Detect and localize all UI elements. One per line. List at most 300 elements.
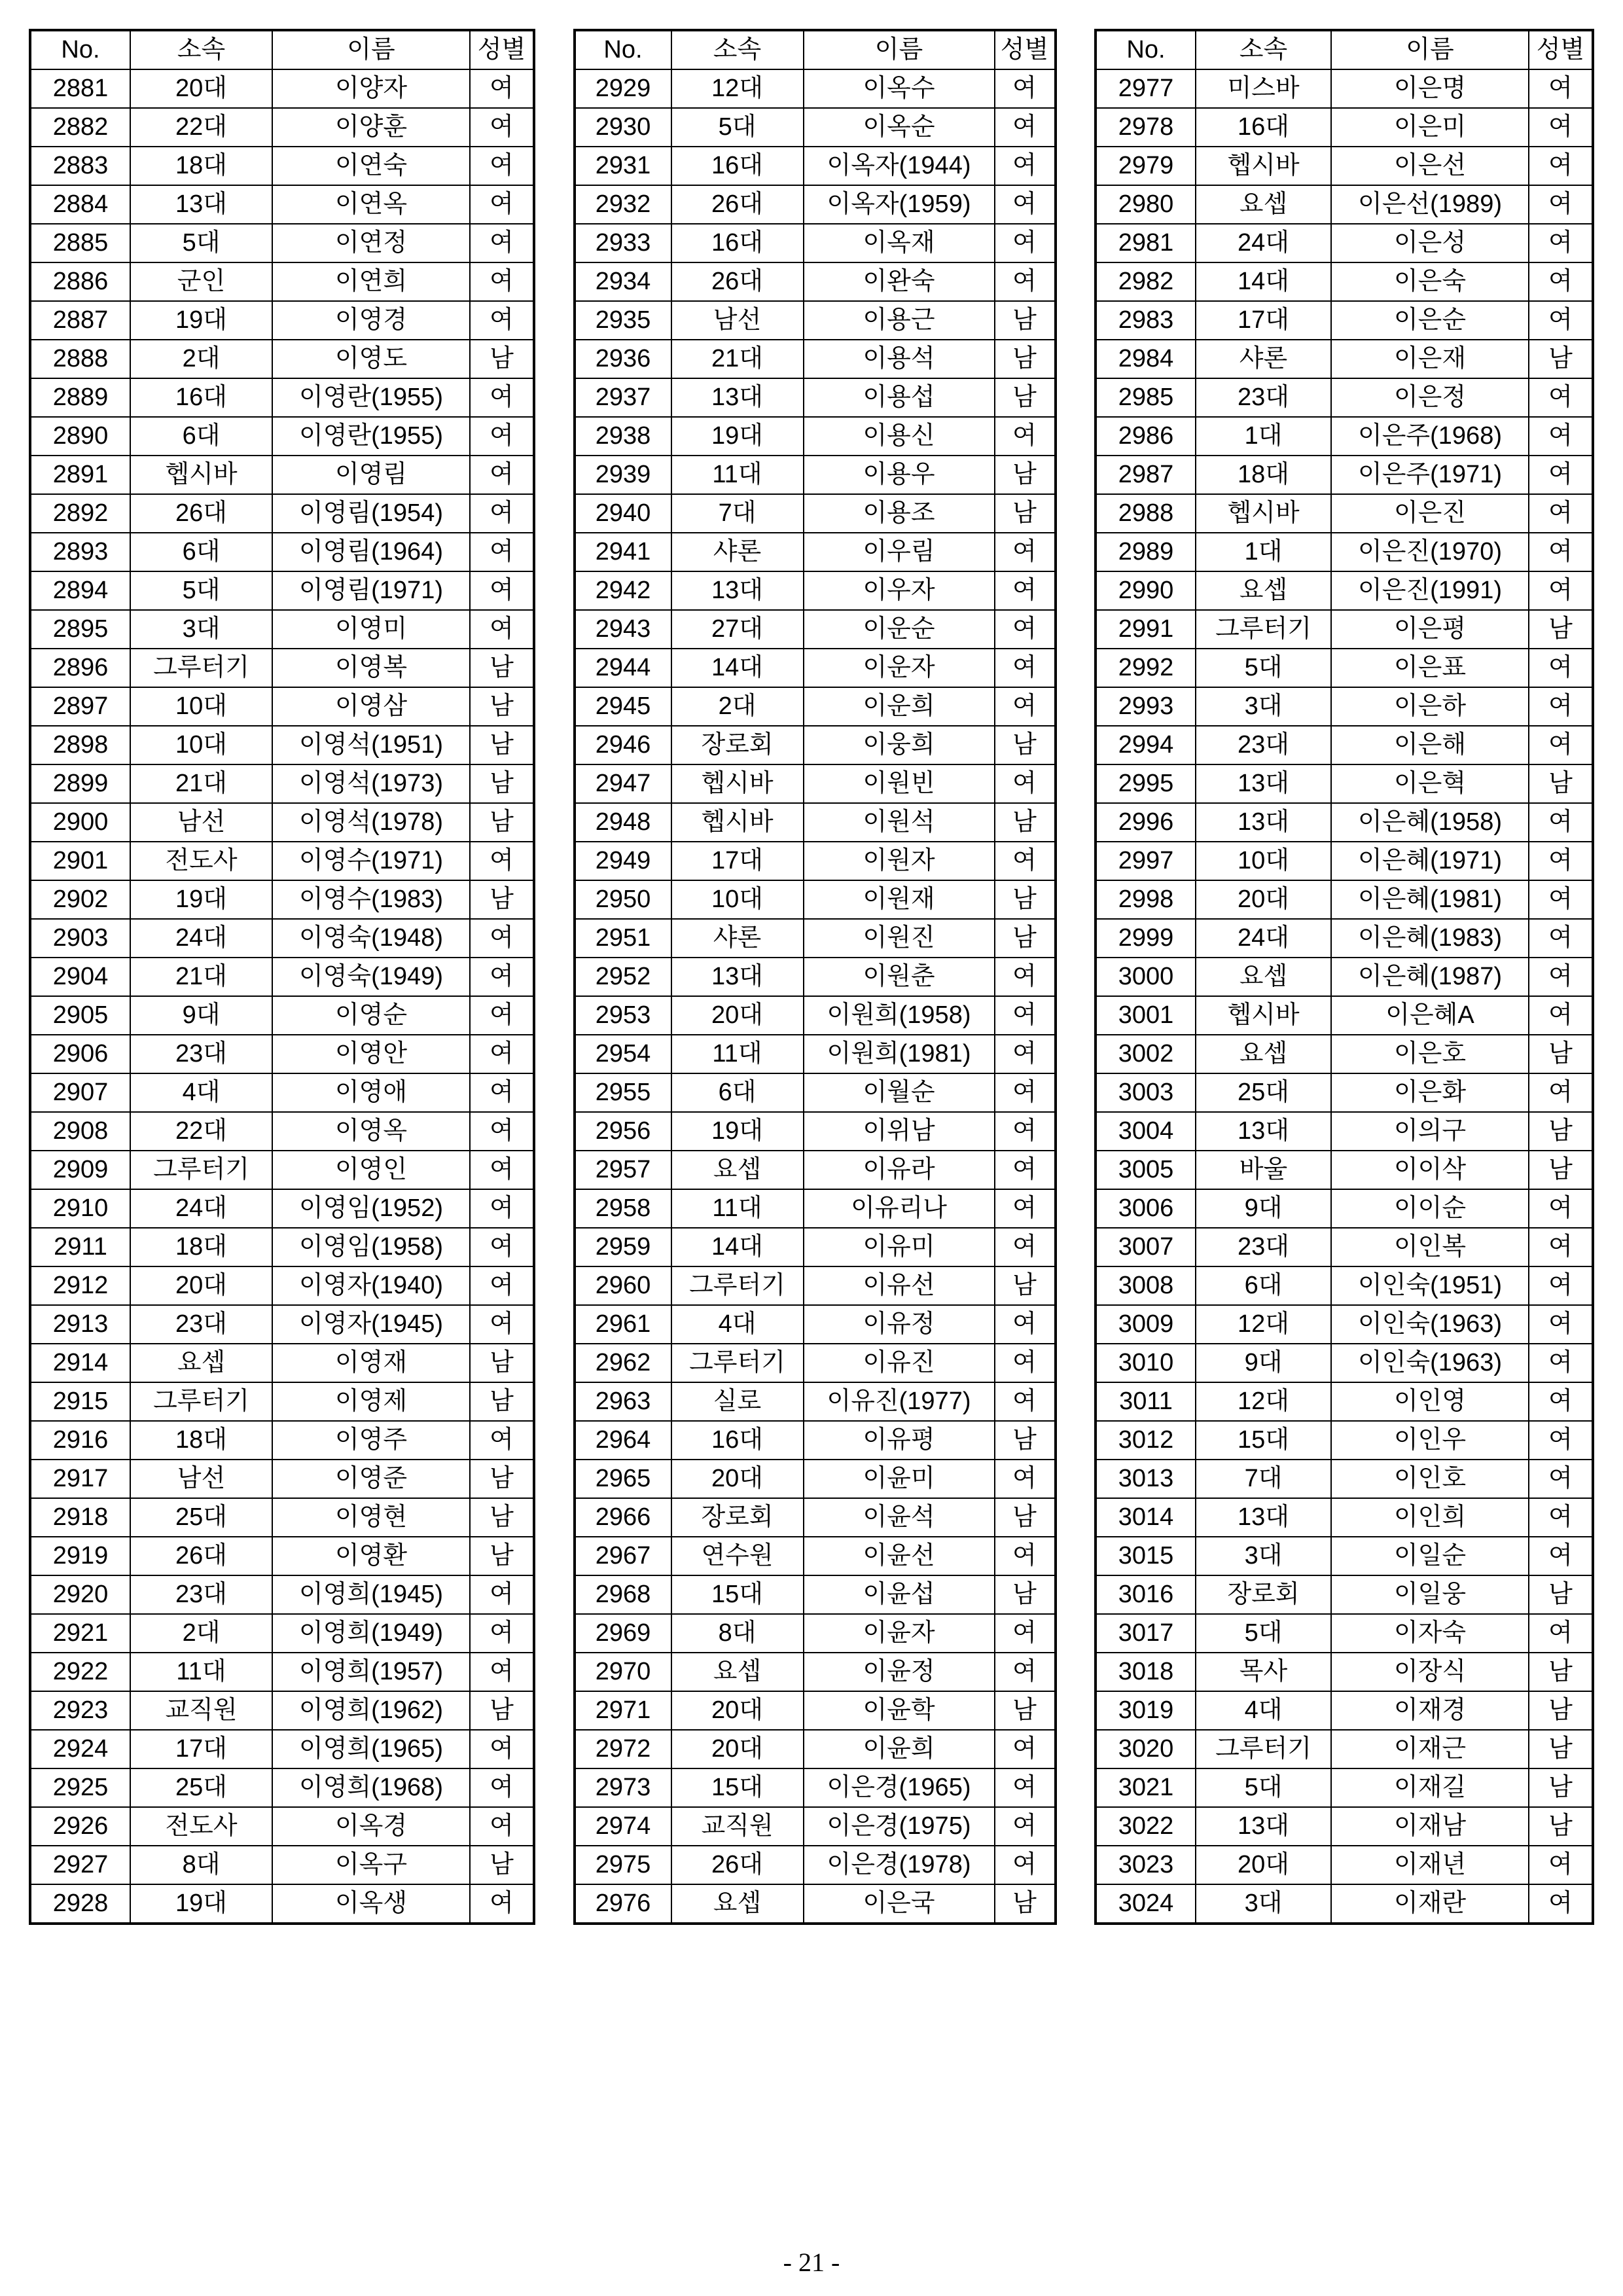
cell-gender: 남 [470,803,534,842]
cell-no: 2985 [1096,378,1196,417]
cell-org: 샤론 [671,919,804,958]
cell-name: 이용석 [804,340,995,378]
cell-no: 2962 [575,1344,671,1382]
cell-no: 3013 [1096,1460,1196,1498]
cell-no: 2953 [575,996,671,1035]
cell-no: 2885 [30,224,130,262]
header-name: 이름 [804,30,995,69]
cell-no: 2994 [1096,726,1196,764]
roster-column-1 [29,29,535,1925]
cell-org: 5대 [1196,649,1331,687]
cell-org: 바울 [1196,1151,1331,1189]
cell-name: 이원빈 [804,764,995,803]
cell-org: 5대 [130,224,272,262]
cell-gender: 여 [995,996,1056,1035]
cell-gender: 여 [1529,69,1593,108]
table-row [30,417,534,456]
cell-no: 2909 [30,1151,130,1189]
cell-org: 남선 [130,1460,272,1498]
cell-org: 8대 [671,1614,804,1653]
cell-org: 장로회 [671,1498,804,1537]
cell-no: 2965 [575,1460,671,1498]
table-row [1096,494,1593,533]
cell-gender: 남 [470,1460,534,1498]
cell-org: 샤론 [671,533,804,571]
cell-no: 2906 [30,1035,130,1073]
cell-org: 18대 [130,1228,272,1266]
table-row [575,649,1056,687]
cell-gender: 여 [995,1073,1056,1112]
table-row [1096,726,1593,764]
cell-no: 2894 [30,571,130,610]
table-row [1096,108,1593,147]
cell-no: 2916 [30,1421,130,1460]
table-row [575,301,1056,340]
cell-name: 이영석(1951) [272,726,470,764]
cell-name: 이유라 [804,1151,995,1189]
cell-gender: 여 [995,571,1056,610]
cell-name: 이자숙 [1331,1614,1529,1653]
table-row [30,1266,534,1305]
cell-name: 이영림(1954) [272,494,470,533]
cell-name: 이월순 [804,1073,995,1112]
cell-name: 이영복 [272,649,470,687]
cell-org: 16대 [671,224,804,262]
cell-no: 2933 [575,224,671,262]
cell-org: 교직원 [130,1691,272,1730]
table-row [575,69,1056,108]
cell-gender: 여 [470,610,534,649]
cell-gender: 여 [995,764,1056,803]
table-row [30,687,534,726]
cell-name: 이의구 [1331,1112,1529,1151]
cell-gender: 여 [995,1305,1056,1344]
cell-org: 3대 [1196,1537,1331,1575]
cell-no: 2955 [575,1073,671,1112]
cell-no: 2897 [30,687,130,726]
cell-gender: 여 [995,1730,1056,1768]
cell-gender: 여 [470,301,534,340]
table-row [30,456,534,494]
cell-name: 이은혜(1981) [1331,880,1529,919]
cell-org: 7대 [1196,1460,1331,1498]
cell-gender: 여 [1529,726,1593,764]
cell-gender: 여 [470,1305,534,1344]
cell-gender: 남 [995,378,1056,417]
cell-no: 2899 [30,764,130,803]
cell-name: 이인희 [1331,1498,1529,1537]
cell-gender: 남 [1529,1691,1593,1730]
cell-org: 헵시바 [1196,494,1331,533]
table-row [575,185,1056,224]
cell-org: 2대 [671,687,804,726]
table-row [1096,1305,1593,1344]
table-row [575,147,1056,185]
cell-gender: 여 [470,262,534,301]
cell-org: 9대 [1196,1189,1331,1228]
cell-name: 이은선(1989) [1331,185,1529,224]
cell-name: 이은진(1991) [1331,571,1529,610]
cell-gender: 여 [1529,571,1593,610]
cell-gender: 여 [1529,185,1593,224]
cell-name: 이원희(1981) [804,1035,995,1073]
cell-name: 이윤석 [804,1498,995,1537]
cell-name: 이유진 [804,1344,995,1382]
table-row [30,108,534,147]
page-number: - 21 - [783,2248,840,2277]
cell-no: 2881 [30,69,130,108]
cell-gender: 여 [470,1073,534,1112]
cell-no: 3010 [1096,1344,1196,1382]
cell-no: 2947 [575,764,671,803]
table-row [575,378,1056,417]
table-row [575,1807,1056,1846]
cell-gender: 여 [1529,1421,1593,1460]
table-row [1096,1884,1593,1924]
cell-name: 이은정 [1331,378,1529,417]
cell-org: 23대 [1196,726,1331,764]
cell-org: 장로회 [1196,1575,1331,1614]
cell-org: 19대 [130,1884,272,1924]
cell-name: 이영제 [272,1382,470,1421]
cell-org: 21대 [130,764,272,803]
table-row [1096,919,1593,958]
cell-org: 남선 [671,301,804,340]
cell-gender: 남 [470,1846,534,1884]
cell-name: 이용근 [804,301,995,340]
table-row [30,1537,534,1575]
cell-gender: 여 [470,1614,534,1653]
table-row [30,1498,534,1537]
table-row [30,1189,534,1228]
table-row [1096,69,1593,108]
cell-no: 2976 [575,1884,671,1924]
cell-org: 그루터기 [1196,1730,1331,1768]
cell-org: 헵시바 [1196,147,1331,185]
roster-column-3 [1094,29,1594,1925]
cell-gender: 여 [470,1266,534,1305]
cell-org: 22대 [130,108,272,147]
cell-org: 요셉 [671,1884,804,1924]
cell-gender: 여 [995,1807,1056,1846]
cell-org: 13대 [1196,764,1331,803]
table-row [1096,996,1593,1035]
table-row [30,1807,534,1846]
cell-name: 이영숙(1948) [272,919,470,958]
table-row [575,571,1056,610]
cell-no: 2978 [1096,108,1196,147]
header-row [1096,30,1593,69]
cell-no: 2917 [30,1460,130,1498]
table-row [1096,1575,1593,1614]
cell-name: 이옥순 [804,108,995,147]
table-row [1096,417,1593,456]
header-org: 소속 [1196,30,1331,69]
cell-no: 2981 [1096,224,1196,262]
cell-no: 2992 [1096,649,1196,687]
cell-org: 16대 [130,378,272,417]
cell-no: 2948 [575,803,671,842]
cell-no: 3012 [1096,1421,1196,1460]
cell-name: 이은경(1975) [804,1807,995,1846]
cell-name: 이영림(1971) [272,571,470,610]
table-row [575,1344,1056,1382]
table-row [30,1344,534,1382]
cell-org: 4대 [1196,1691,1331,1730]
cell-no: 3009 [1096,1305,1196,1344]
cell-org: 6대 [130,417,272,456]
cell-no: 2934 [575,262,671,301]
cell-org: 20대 [1196,880,1331,919]
table-row [575,1151,1056,1189]
cell-org: 13대 [671,958,804,996]
cell-name: 이영준 [272,1460,470,1498]
table-row [30,649,534,687]
cell-no: 2887 [30,301,130,340]
cell-org: 헵시바 [671,764,804,803]
cell-gender: 여 [1529,1537,1593,1575]
cell-org: 24대 [1196,224,1331,262]
cell-no: 3001 [1096,996,1196,1035]
cell-name: 이영희(1962) [272,1691,470,1730]
cell-name: 이인호 [1331,1460,1529,1498]
table-row [1096,1730,1593,1768]
cell-gender: 여 [1529,996,1593,1035]
cell-org: 6대 [130,533,272,571]
cell-name: 이윤섭 [804,1575,995,1614]
cell-gender: 남 [995,340,1056,378]
cell-gender: 여 [995,1768,1056,1807]
cell-no: 2967 [575,1537,671,1575]
table-row [30,1575,534,1614]
cell-no: 2966 [575,1498,671,1537]
cell-name: 이재남 [1331,1807,1529,1846]
header-no: No. [575,30,671,69]
cell-name: 이영순 [272,996,470,1035]
cell-no: 2925 [30,1768,130,1807]
table-row [1096,687,1593,726]
cell-org: 헵시바 [130,456,272,494]
cell-name: 이우림 [804,533,995,571]
table-row [30,571,534,610]
table-row [575,803,1056,842]
cell-org: 20대 [671,996,804,1035]
cell-name: 이윤미 [804,1460,995,1498]
table-row [575,1884,1056,1924]
table-row [30,340,534,378]
cell-no: 2940 [575,494,671,533]
cell-org: 미스바 [1196,69,1331,108]
cell-org: 2대 [130,340,272,378]
table-row [575,1498,1056,1537]
cell-org: 그루터기 [130,1382,272,1421]
table-body-1 [30,69,534,1924]
cell-gender: 남 [995,880,1056,919]
cell-name: 이용신 [804,417,995,456]
cell-org: 13대 [130,185,272,224]
cell-gender: 여 [470,1228,534,1266]
cell-name: 이연옥 [272,185,470,224]
cell-gender: 여 [470,417,534,456]
cell-org: 5대 [1196,1614,1331,1653]
cell-gender: 남 [995,726,1056,764]
cell-gender: 여 [470,108,534,147]
table-row [1096,610,1593,649]
cell-name: 이은주(1968) [1331,417,1529,456]
cell-name: 이옥재 [804,224,995,262]
table-row [1096,1382,1593,1421]
cell-gender: 여 [470,571,534,610]
cell-no: 2889 [30,378,130,417]
cell-no: 3019 [1096,1691,1196,1730]
cell-org: 20대 [130,69,272,108]
cell-name: 이은주(1971) [1331,456,1529,494]
table-row [1096,1344,1593,1382]
table-row [575,1073,1056,1112]
cell-org: 19대 [130,301,272,340]
table-row [575,880,1056,919]
table-row [1096,1807,1593,1846]
table-row [1096,764,1593,803]
cell-gender: 여 [1529,1460,1593,1498]
cell-gender: 여 [470,533,534,571]
cell-no: 2929 [575,69,671,108]
cell-org: 19대 [671,417,804,456]
cell-no: 2975 [575,1846,671,1884]
roster-columns [29,29,1594,1925]
cell-name: 이영자(1945) [272,1305,470,1344]
cell-org: 14대 [1196,262,1331,301]
cell-no: 2949 [575,842,671,880]
cell-no: 2939 [575,456,671,494]
cell-org: 15대 [1196,1421,1331,1460]
cell-org: 요셉 [130,1344,272,1382]
cell-name: 이영수(1983) [272,880,470,919]
cell-name: 이원희(1958) [804,996,995,1035]
cell-org: 9대 [130,996,272,1035]
cell-no: 3007 [1096,1228,1196,1266]
cell-gender: 여 [1529,1266,1593,1305]
cell-gender: 남 [1529,1730,1593,1768]
cell-no: 2989 [1096,533,1196,571]
cell-gender: 남 [470,1382,534,1421]
cell-no: 2971 [575,1691,671,1730]
cell-org: 장로회 [671,726,804,764]
table-row [1096,340,1593,378]
cell-org: 4대 [671,1305,804,1344]
cell-gender: 여 [470,1189,534,1228]
cell-name: 이은혁 [1331,764,1529,803]
cell-no: 2944 [575,649,671,687]
cell-name: 이원재 [804,880,995,919]
table-row [575,1730,1056,1768]
cell-no: 2908 [30,1112,130,1151]
cell-no: 2914 [30,1344,130,1382]
cell-no: 2913 [30,1305,130,1344]
header-name: 이름 [272,30,470,69]
cell-no: 2891 [30,456,130,494]
table-row [30,610,534,649]
cell-name: 이은혜(1983) [1331,919,1529,958]
cell-gender: 여 [1529,1884,1593,1924]
cell-gender: 여 [470,1884,534,1924]
table-row [30,1305,534,1344]
table-row [575,1112,1056,1151]
cell-gender: 여 [1529,108,1593,147]
cell-name: 이유리나 [804,1189,995,1228]
header-name: 이름 [1331,30,1529,69]
cell-gender: 남 [470,764,534,803]
table-row [1096,224,1593,262]
cell-gender: 여 [470,1575,534,1614]
cell-no: 2928 [30,1884,130,1924]
cell-org: 9대 [1196,1344,1331,1382]
cell-gender: 여 [470,919,534,958]
cell-no: 2963 [575,1382,671,1421]
table-row [575,1035,1056,1073]
cell-gender: 남 [995,919,1056,958]
cell-gender: 여 [995,1653,1056,1691]
cell-gender: 여 [1529,378,1593,417]
table-row [1096,958,1593,996]
cell-org: 20대 [130,1266,272,1305]
table-row [575,456,1056,494]
table-row [30,147,534,185]
cell-org: 연수원 [671,1537,804,1575]
cell-gender: 여 [995,1189,1056,1228]
cell-org: 13대 [671,378,804,417]
cell-no: 2988 [1096,494,1196,533]
table-body-2 [575,69,1056,1924]
cell-org: 5대 [1196,1768,1331,1807]
table-row [575,996,1056,1035]
table-row [30,494,534,533]
cell-org: 21대 [130,958,272,996]
cell-org: 10대 [671,880,804,919]
cell-no: 3016 [1096,1575,1196,1614]
cell-gender: 여 [470,69,534,108]
cell-org: 25대 [1196,1073,1331,1112]
cell-name: 이일웅 [1331,1575,1529,1614]
cell-name: 이은경(1965) [804,1768,995,1807]
roster-table-3 [1094,29,1594,1925]
cell-name: 이영란(1955) [272,417,470,456]
table-row [575,1228,1056,1266]
cell-gender: 여 [470,1730,534,1768]
cell-name: 이은숙 [1331,262,1529,301]
cell-no: 2911 [30,1228,130,1266]
cell-gender: 남 [470,726,534,764]
table-row [30,185,534,224]
table-row [575,610,1056,649]
cell-gender: 여 [995,842,1056,880]
cell-gender: 여 [1529,1614,1593,1653]
cell-gender: 여 [470,1035,534,1073]
cell-org: 18대 [1196,456,1331,494]
cell-gender: 남 [1529,1653,1593,1691]
cell-no: 2996 [1096,803,1196,842]
table-row [575,108,1056,147]
cell-gender: 남 [470,1498,534,1537]
cell-org: 11대 [130,1653,272,1691]
cell-no: 2957 [575,1151,671,1189]
cell-org: 26대 [671,185,804,224]
cell-org: 23대 [130,1305,272,1344]
table-row [575,1614,1056,1653]
cell-name: 이원진 [804,919,995,958]
cell-no: 2986 [1096,417,1196,456]
cell-no: 2983 [1096,301,1196,340]
